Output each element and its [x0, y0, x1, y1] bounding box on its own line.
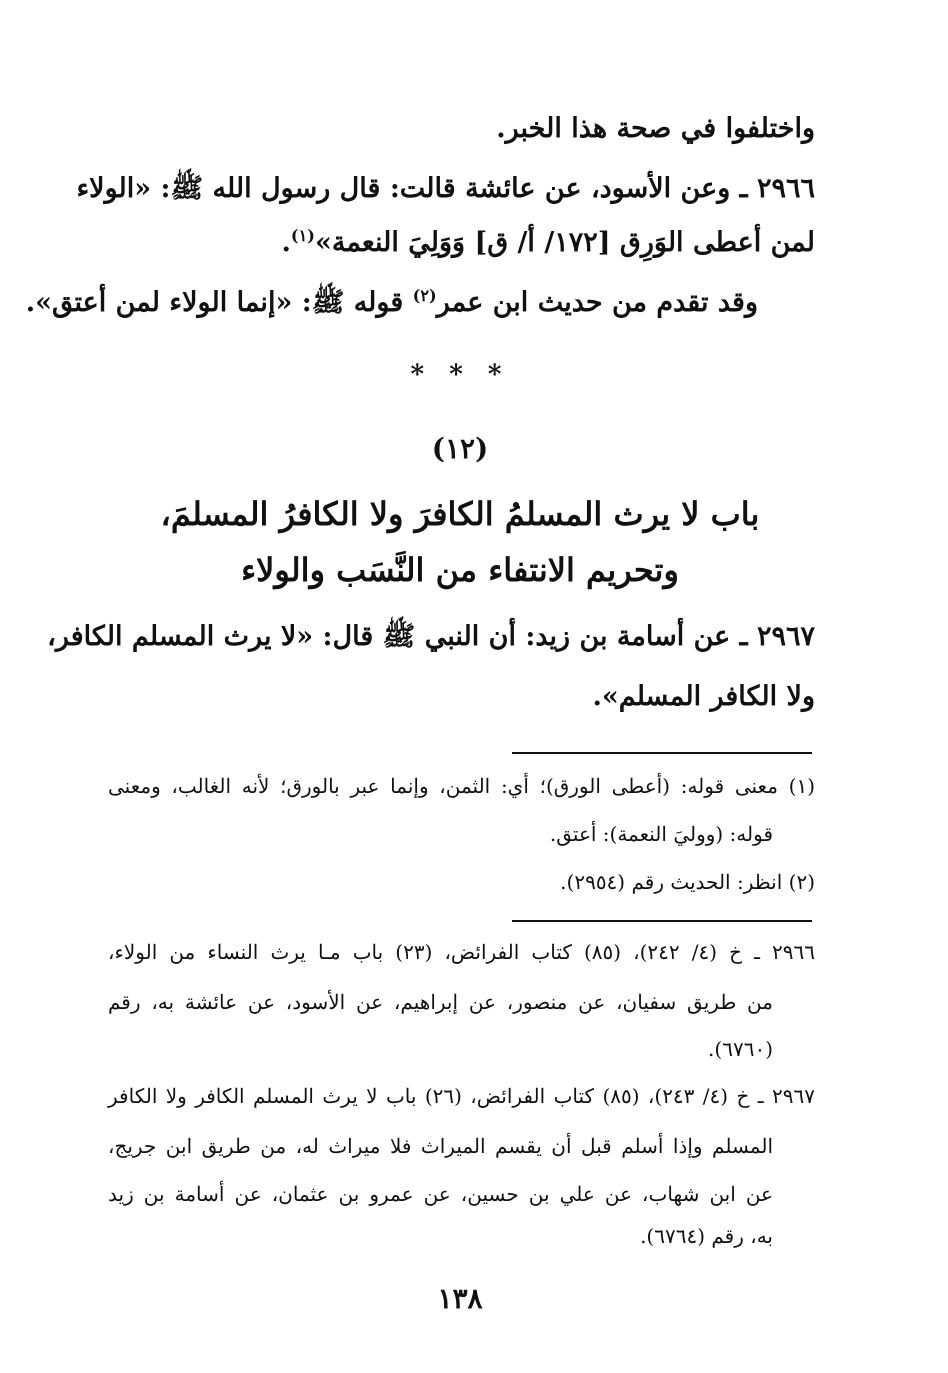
footnote-1-line-1: (١) معنى قوله: (أعطى الورق)؛ أي: الثمن، وإنما عبر بالورق؛ لأنه الغالب، ومعنى — [108, 774, 815, 798]
footnote-1-line-2: قوله: (ووليَ النعمة): أعتق. — [549, 822, 773, 846]
chapter-title-line-1: باب لا يرث المسلمُ الكافرَ ولا الكافرُ المسلمَ، — [160, 495, 760, 533]
hadith-2966-text-3: وقد تقدم من حديث ابن عمر — [436, 287, 758, 318]
takhrij-rule — [512, 920, 812, 922]
chapter-title-line-2: وتحريم الانتفاء من النَّسَب والولاء — [241, 551, 679, 589]
hadith-2967-line-1 — [47, 620, 815, 654]
footnote-ref-1[interactable]: (١) — [290, 226, 315, 245]
takhrij-2966-line-1: ٢٩٦٦ ـ خ (٤/ ٢٤٢)، (٨٥) كتاب الفرائض، (٢٣) باب مـا يرث النساء من الولاء، — [108, 940, 815, 964]
hadith-2966-text-2: لمن أعطى الوَرِق [١٧٢/ أ/ ق] وَوَلِيَ النعمة» — [314, 227, 815, 258]
page-number: ١٣٨ — [437, 1282, 483, 1315]
takhrij-2967-line-1: ٢٩٦٧ ـ خ (٤/ ٢٤٣)، (٨٥) كتاب الفرائض، (٢٦) باب لا يرث المسلم الكافر ولا الكافر — [108, 1084, 815, 1108]
footnote-rule — [512, 752, 812, 754]
hadith-2966-number: ٢٩٦٦ ـ — [739, 173, 815, 204]
hadith-2967-number: ٢٩٦٧ ـ — [739, 621, 815, 652]
hadith-2966-text-2-end: . — [281, 227, 291, 258]
footnote-ref-2[interactable]: (٢) — [412, 286, 437, 305]
chapter-number: (١٢) — [431, 432, 489, 465]
takhrij-2967-line-2: المسلم وإذا أسلم قبل أن يقسم الميراث فلا ميراث له، من طريق ابن جريج، — [108, 1134, 773, 1158]
intro-line: واختلفوا في صحة هذا الخبر. — [496, 113, 815, 144]
hadith-2966-line-2 — [282, 226, 815, 260]
hadith-2966-text-1: وعن الأسود، عن عائشة قالت: قال رسول الله ﷺ: «الولاء — [76, 173, 731, 204]
section-separator: * * * — [410, 360, 510, 390]
footnote-2: (٢) انظر: الحديث رقم (٢٩٥٤). — [560, 870, 815, 894]
takhrij-2967-line-3: عن ابن شهاب، عن علي بن حسين، عن عمرو بن عثمان، عن أسامة بن زيد — [108, 1182, 773, 1206]
takhrij-2967-line-4: به، رقم (٦٧٦٤). — [640, 1224, 773, 1248]
hadith-2966-line-3 — [26, 286, 758, 320]
hadith-2966-line-1 — [76, 172, 815, 206]
hadith-2967-text-1: عن أسامة بن زيد: أن النبي ﷺ قال: «لا يرث المسلم الكافر، — [47, 621, 731, 652]
hadith-2966-text-3-end: قوله ﷺ: «إنما الولاء لمن أعتق». — [25, 287, 413, 318]
takhrij-2966-line-2: من طريق سفيان، عن منصور، عن إبراهيم، عن الأسود، عن عائشة به، رقم — [108, 990, 773, 1014]
hadith-2967-line-2: ولا الكافر المسلم». — [592, 681, 815, 712]
takhrij-2966-line-3: (٦٧٦٠). — [708, 1037, 773, 1061]
